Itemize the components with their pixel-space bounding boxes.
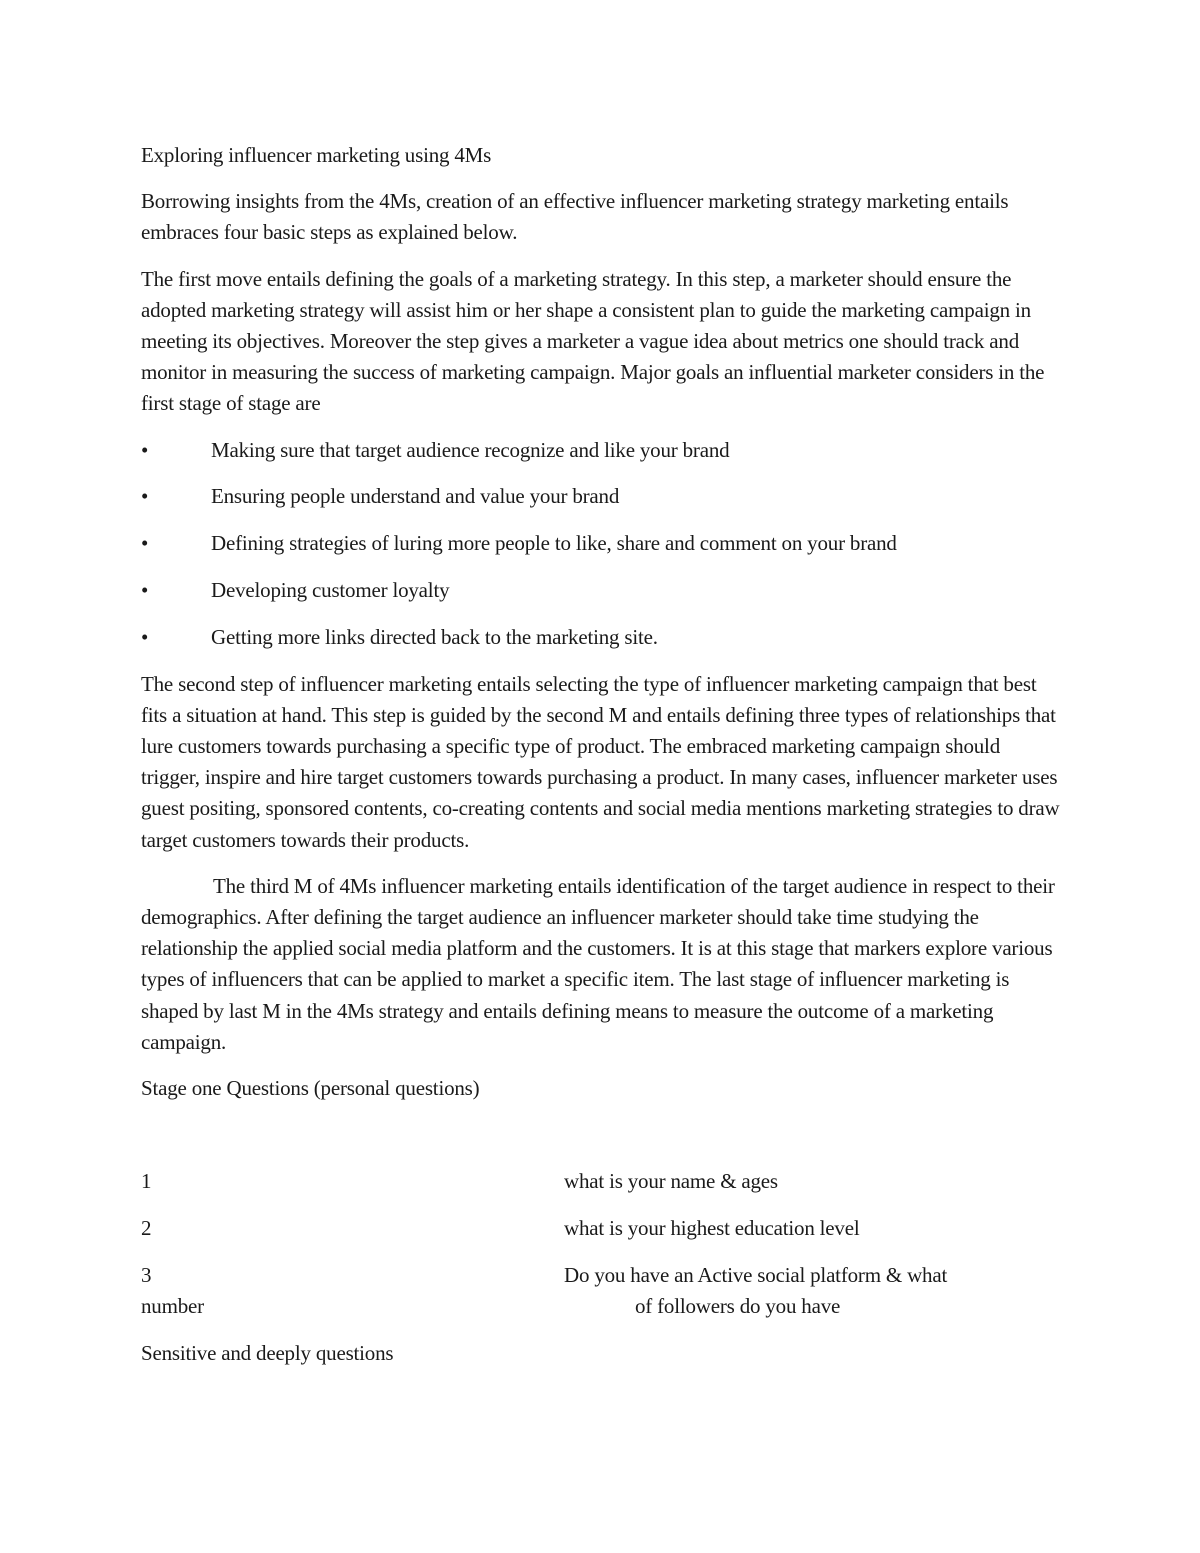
question-number: 1 xyxy=(141,1169,152,1194)
table-row xyxy=(141,1166,1061,1197)
goal-text: Getting more links directed back to the marketing site. xyxy=(211,624,658,649)
list-item xyxy=(141,435,1061,466)
list-item xyxy=(141,622,1061,653)
bullet-icon: • xyxy=(141,484,149,509)
intro-paragraph: Borrowing insights from the 4Ms, creation of an effective influencer marketing strategy marketing entails embraces four basic steps as explained below. xyxy=(141,189,1009,245)
document-body xyxy=(141,140,1061,1384)
stage-one-heading: Stage one Questions (personal questions) xyxy=(141,1076,480,1101)
bullet-icon: • xyxy=(141,437,149,462)
list-item xyxy=(141,481,1061,512)
bullet-icon: • xyxy=(141,531,149,556)
table-row xyxy=(141,1260,1061,1322)
list-item xyxy=(141,575,1061,606)
table-row xyxy=(141,1213,1061,1244)
goal-text: Making sure that target audience recognize and like your brand xyxy=(211,437,730,462)
question-text: what is your name & ages xyxy=(564,1169,778,1194)
question-number: 2 xyxy=(141,1216,152,1241)
goal-text: Ensuring people understand and value your brand xyxy=(211,484,620,509)
goal-text: Developing customer loyalty xyxy=(211,578,450,603)
goal-text: Defining strategies of luring more people to like, share and comment on your brand xyxy=(211,531,897,556)
third-step-paragraph: The third M of 4Ms influencer marketing entails identification of the target audience in respect to their demographics. After defining the target audience an influencer marketer should take time studying the relationship the applied social media platform and the customers. It is at this stage that markers explore various types of influencers that can be applied to market a specific item. The last stage of influencer marketing is shaped by last M in the 4Ms strategy and entails defining means to measure the outcome of a marketing campaign. xyxy=(141,873,1055,1054)
document-title: Exploring influencer marketing using 4Ms xyxy=(141,143,492,167)
question-number: 3 xyxy=(141,1262,152,1287)
second-step-paragraph: The second step of influencer marketing entails selecting the type of influencer marketing campaign that best fits a situation at hand. This step is guided by the second M and entails defining three types of relationships that lure customers towards purchasing a specific type of product. The embraced marketing campaign should trigger, inspire and hire target customers towards purchasing a product. In many cases, influencer marketer uses guest positing, sponsored contents, co-creating contents and social media mentions marketing strategies to draw target customers towards their products. xyxy=(141,671,1060,852)
first-step-paragraph: The first move entails defining the goals of a marketing strategy. In this step, a marketer should ensure the adopted marketing strategy will assist him or her shape a consistent plan to guide the marketing campaign in meeting its objectives. Moreover the step gives a marketer a vague idea about metrics one should track and monitor in measuring the success of marketing campaign. Major goals an influential marketer considers in the first stage of stage are xyxy=(141,266,1045,416)
question-text: what is your highest education level xyxy=(564,1216,860,1241)
bullet-icon: • xyxy=(141,578,149,603)
list-item xyxy=(141,528,1061,559)
bullet-icon: • xyxy=(141,624,149,649)
goals-list xyxy=(141,435,1061,653)
sensitive-heading: Sensitive and deeply questions xyxy=(141,1340,394,1365)
question-wrap-word: number xyxy=(141,1294,204,1319)
questions-table xyxy=(141,1166,1061,1322)
question-text-continued: of followers do you have xyxy=(635,1294,841,1319)
question-text: Do you have an Active social platform & what xyxy=(564,1262,948,1287)
